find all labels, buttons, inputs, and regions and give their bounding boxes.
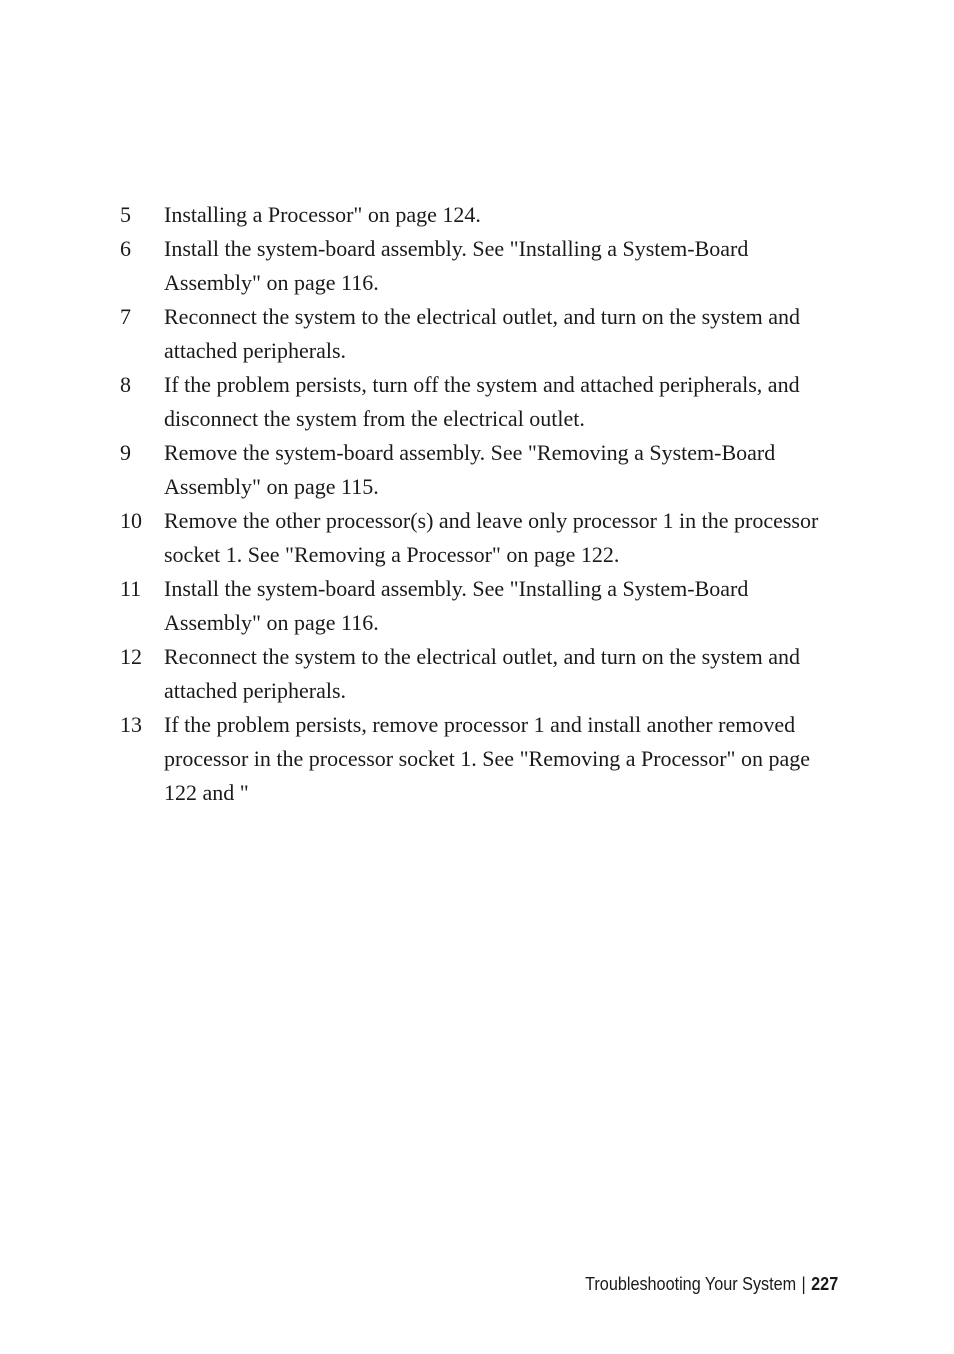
step-text: Install the system-board assembly. See "Installing a System-Board Assembly" on page 116. [164,576,749,635]
step-number: 8 [120,372,131,397]
step-text: Install the system-board assembly. See "Installing a System-Board Assembly" on page 116. [164,236,749,295]
step-number: 7 [120,304,131,329]
step-item [120,232,845,300]
step-number: 11 [120,576,142,601]
step-item [120,572,845,640]
step-item [120,708,845,810]
step-text: Remove the other processor(s) and leave only processor 1 in the processor socket 1. See "Removing a Processor" on page 122. [164,508,819,567]
step-number: 9 [120,440,131,465]
step-item [120,640,845,708]
step-item [120,436,845,504]
page-footer [585,1271,838,1297]
step-item [120,198,845,232]
step-text: If the problem persists, remove processor 1 and install another removed processor in the processor socket 1. See "Removing a Processor" on page 122 and " [164,712,811,805]
page-number: 227 [810,1274,838,1294]
step-number: 12 [120,644,142,669]
step-item [120,368,845,436]
procedure-steps [120,198,845,810]
footer-section-title: Troubleshooting Your System [584,1274,796,1294]
step-text: If the problem persists, turn off the system and attached peripherals, and disconnect the system from the electrical outlet. [164,372,800,431]
step-number: 6 [120,236,131,261]
step-text: Reconnect the system to the electrical outlet, and turn on the system and attached peripherals. [164,304,800,363]
step-text: Reconnect the system to the electrical outlet, and turn on the system and attached peripherals. [164,644,800,703]
step-text: Remove the system-board assembly. See "Removing a System-Board Assembly" on page 115. [164,440,776,499]
step-item [120,504,845,572]
step-item [120,300,845,368]
step-number: 5 [120,202,131,227]
step-text: Installing a Processor" on page 124. [164,202,481,227]
step-number: 10 [120,508,142,533]
step-number: 13 [120,712,142,737]
footer-separator: | [801,1274,806,1294]
